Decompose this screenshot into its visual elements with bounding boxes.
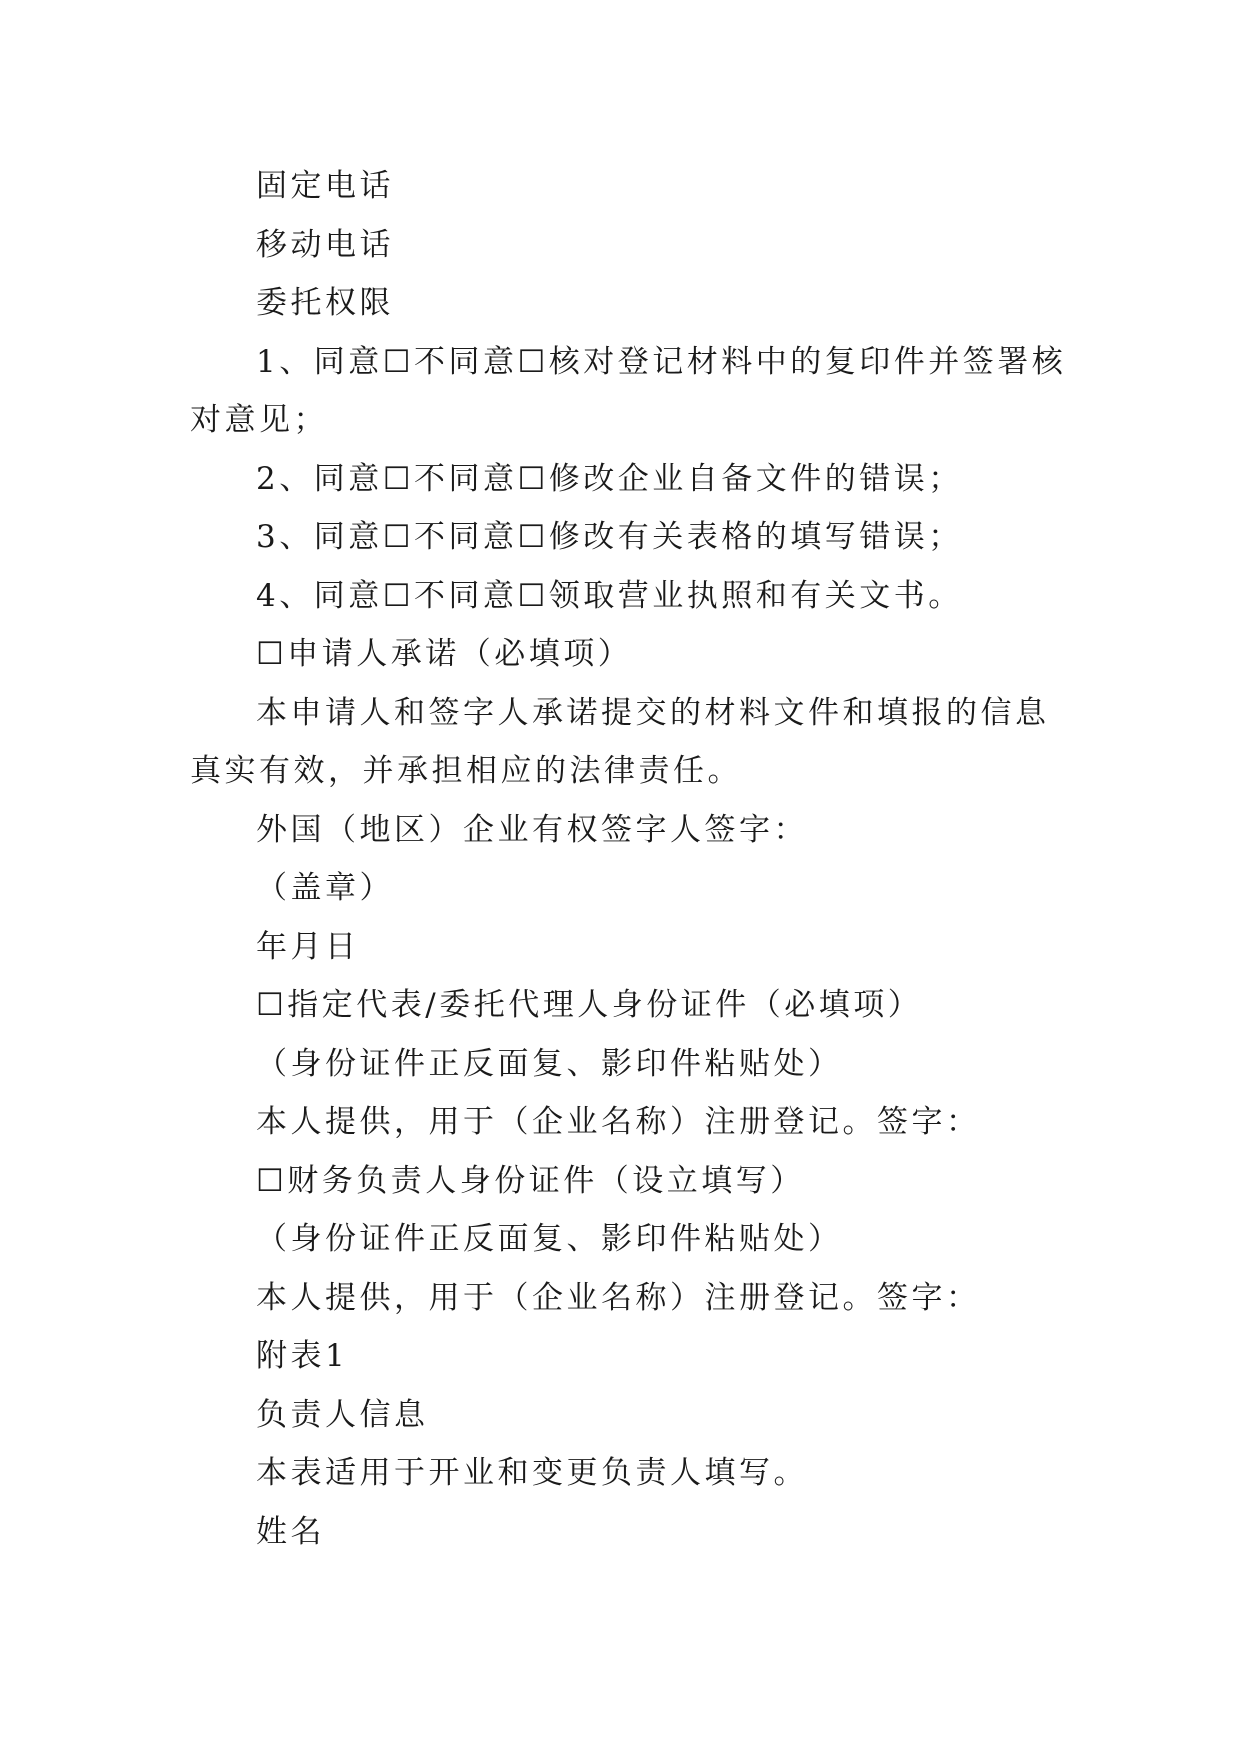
document-line: 4、同意☐不同意☐领取营业执照和有关文书。 (256, 577, 963, 614)
document-line: 附表1 (256, 1338, 349, 1374)
document-line: （身份证件正反面复、影印件粘贴处） (256, 1221, 843, 1257)
document-line: （盖章） (256, 870, 394, 906)
document-line: 移动电话 (256, 226, 394, 263)
document-line: 本申请人和签字人承诺提交的材料文件和填报的信息 (256, 694, 1050, 731)
document-line: 委托权限 (256, 285, 394, 321)
document-line: 真实有效，并承担相应的法律责任。 (190, 753, 742, 789)
document-line: 本人提供，用于（企业名称）注册登记。签字： (256, 1104, 981, 1140)
document-line: 对意见； (190, 402, 328, 438)
document-line: 本表适用于开业和变更负责人填写。 (256, 1455, 808, 1491)
document-line: 外国（地区）企业有权签字人签字： (256, 811, 808, 848)
document-line: 2、同意☐不同意☐修改企业自备文件的错误； (256, 460, 963, 497)
document-line: 姓名 (256, 1513, 325, 1550)
document-body (190, 157, 1067, 1561)
document-line: ☐申请人承诺（必填项） (256, 636, 633, 672)
document-line: （身份证件正反面复、影印件粘贴处） (256, 1045, 843, 1082)
document-line: 本人提供，用于（企业名称）注册登记。签字： (256, 1279, 981, 1316)
document-line: 年月日 (256, 928, 360, 965)
document-line: 1、同意☐不同意☐核对登记材料中的复印件并签署核 (256, 343, 1067, 380)
document-line: 固定电话 (256, 168, 394, 204)
document-line: ☐指定代表/委托代理人身份证件（必填项） (256, 987, 923, 1023)
document-line: ☐财务负责人身份证件（设立填写） (256, 1162, 805, 1199)
document-line: 3、同意☐不同意☐修改有关表格的填写错误； (256, 519, 963, 555)
document-line: 负责人信息 (256, 1396, 429, 1433)
